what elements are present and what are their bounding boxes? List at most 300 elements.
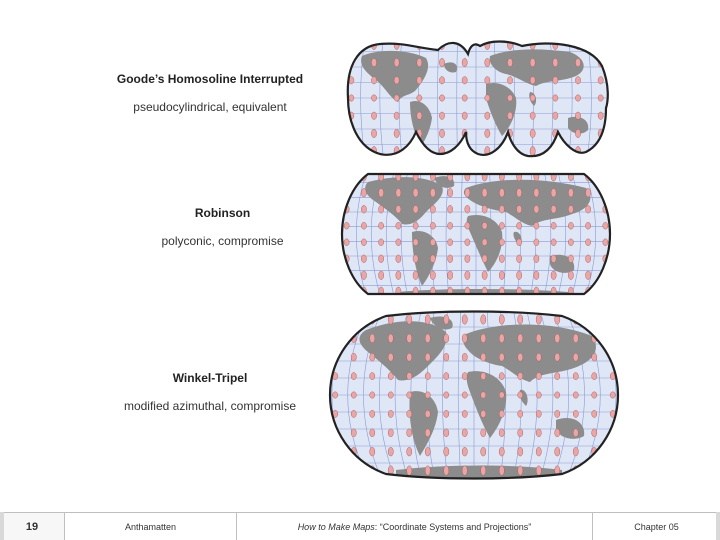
goode-label-block xyxy=(100,72,320,114)
goode-distortion-ellipse xyxy=(371,58,376,66)
winkel-distortion-ellipse xyxy=(444,392,449,398)
robinson-distortion-ellipse xyxy=(499,255,504,263)
robinson-distortion-ellipse xyxy=(517,239,522,246)
robinson-distortion-ellipse xyxy=(465,271,470,280)
robinson-distortion-ellipse xyxy=(499,239,504,246)
robinson-distortion-ellipse xyxy=(534,239,539,246)
winkel-distortion-ellipse xyxy=(518,315,523,325)
goode-distortion-ellipse xyxy=(507,58,512,66)
robinson-distortion-ellipse xyxy=(586,205,591,213)
winkel-distortion-ellipse xyxy=(610,315,615,325)
robinson-distortion-ellipse xyxy=(586,188,591,197)
robinson-distortion-ellipse xyxy=(465,188,470,197)
goode-distortion-ellipse xyxy=(485,95,490,101)
winkel-distortion-ellipse xyxy=(444,315,449,325)
winkel-distortion-ellipse xyxy=(481,373,486,380)
goode-distortion-ellipse xyxy=(417,58,422,66)
winkel-distortion-ellipse xyxy=(388,334,393,343)
robinson-distortion-ellipse xyxy=(361,239,366,246)
winkel-distortion-ellipse xyxy=(407,429,412,437)
robinson-distortion-ellipse xyxy=(430,205,435,213)
winkel-distortion-ellipse xyxy=(499,447,504,456)
winkel-distortion-ellipse xyxy=(481,334,486,343)
winkel-label-block xyxy=(100,371,320,413)
robinson-distortion-ellipse xyxy=(413,188,418,197)
robinson-distortion-ellipse xyxy=(551,222,556,229)
winkel-distortion-ellipse xyxy=(407,315,412,325)
robinson-distortion-ellipse xyxy=(396,271,401,280)
robinson-distortion-ellipse xyxy=(430,255,435,263)
robinson-projection-description: polyconic, compromise xyxy=(161,234,284,248)
robinson-distortion-ellipse xyxy=(482,271,487,280)
goode-distortion-ellipse xyxy=(371,129,376,137)
robinson-distortion-ellipse xyxy=(499,222,504,229)
winkel-distortion-ellipse xyxy=(351,466,356,476)
goode-distortion-ellipse xyxy=(507,146,512,155)
winkel-distortion-ellipse xyxy=(407,334,412,343)
goode-distortion-ellipse xyxy=(507,112,512,119)
winkel-distortion-ellipse xyxy=(351,429,356,437)
robinson-distortion-ellipse xyxy=(568,205,573,213)
robinson-distortion-ellipse xyxy=(482,239,487,246)
robinson-distortion-ellipse xyxy=(534,188,539,197)
winkel-distortion-ellipse xyxy=(370,373,375,380)
slide-number: 19 xyxy=(0,512,64,540)
winkel-distortion-ellipse xyxy=(370,429,375,437)
winkel-distortion-ellipse xyxy=(444,447,449,456)
robinson-distortion-ellipse xyxy=(448,205,453,213)
winkel-projection-description: modified azimuthal, compromise xyxy=(123,399,297,413)
winkel-distortion-ellipse xyxy=(499,466,504,476)
goode-homolosine-map xyxy=(340,36,612,160)
winkel-distortion-ellipse xyxy=(573,410,578,417)
goode-distortion-ellipse xyxy=(530,146,535,155)
winkel-distortion-ellipse xyxy=(518,392,523,398)
goode-distortion-ellipse xyxy=(439,95,444,101)
goode-distortion-ellipse xyxy=(417,95,422,101)
robinson-distortion-ellipse xyxy=(465,222,470,229)
robinson-distortion-ellipse xyxy=(344,287,349,297)
robinson-distortion-ellipse xyxy=(361,222,366,229)
goode-distortion-ellipse xyxy=(485,58,490,66)
winkel-distortion-ellipse xyxy=(481,315,486,325)
winkel-distortion-ellipse xyxy=(388,410,393,417)
goode-distortion-ellipse xyxy=(553,77,558,84)
robinson-distortion-ellipse xyxy=(568,222,573,229)
robinson-distortion-ellipse xyxy=(448,239,453,246)
goode-distortion-ellipse xyxy=(417,77,422,84)
winkel-distortion-ellipse xyxy=(444,466,449,476)
winkel-distortion-ellipse xyxy=(388,447,393,456)
winkel-distortion-ellipse xyxy=(333,334,338,343)
robinson-distortion-ellipse xyxy=(465,205,470,213)
robinson-distortion-ellipse xyxy=(482,188,487,197)
winkel-distortion-ellipse xyxy=(499,429,504,437)
robinson-distortion-ellipse xyxy=(396,205,401,213)
goode-distortion-ellipse xyxy=(462,77,467,84)
winkel-distortion-ellipse xyxy=(388,429,393,437)
winkel-distortion-ellipse xyxy=(407,353,412,361)
winkel-distortion-ellipse xyxy=(351,353,356,361)
robinson-distortion-ellipse xyxy=(448,271,453,280)
winkel-distortion-ellipse xyxy=(351,315,356,325)
winkel-distortion-ellipse xyxy=(536,353,541,361)
footer-title xyxy=(236,512,592,540)
goode-distortion-ellipse xyxy=(553,146,558,155)
winkel-projection-name: Winkel-Tripel xyxy=(172,371,248,385)
winkel-distortion-ellipse xyxy=(462,353,467,361)
winkel-distortion-ellipse xyxy=(481,447,486,456)
winkel-distortion-ellipse xyxy=(333,447,338,456)
winkel-tripel-map xyxy=(326,310,622,480)
winkel-distortion-ellipse xyxy=(555,334,560,343)
robinson-distortion-ellipse xyxy=(534,222,539,229)
robinson-distortion-ellipse xyxy=(603,271,608,280)
winkel-distortion-ellipse xyxy=(610,447,615,456)
robinson-distortion-ellipse xyxy=(603,239,608,246)
winkel-distortion-ellipse xyxy=(573,429,578,437)
robinson-distortion-ellipse xyxy=(517,188,522,197)
winkel-distortion-ellipse xyxy=(518,373,523,380)
winkel-distortion-ellipse xyxy=(592,429,597,437)
footer-chapter: Chapter 05 xyxy=(592,512,720,540)
winkel-distortion-ellipse xyxy=(333,466,338,476)
robinson-distortion-ellipse xyxy=(430,239,435,246)
robinson-distortion-ellipse xyxy=(465,255,470,263)
winkel-distortion-ellipse xyxy=(481,466,486,476)
robinson-distortion-ellipse xyxy=(413,255,418,263)
winkel-distortion-ellipse xyxy=(610,334,615,343)
robinson-distortion-ellipse xyxy=(379,255,384,263)
winkel-distortion-ellipse xyxy=(351,373,356,380)
robinson-distortion-ellipse xyxy=(568,239,573,246)
winkel-distortion-ellipse xyxy=(536,410,541,417)
winkel-distortion-ellipse xyxy=(592,466,597,476)
winkel-distortion-ellipse xyxy=(518,353,523,361)
goode-distortion-ellipse xyxy=(417,112,422,119)
robinson-distortion-ellipse xyxy=(379,205,384,213)
goode-distortion-ellipse xyxy=(371,95,376,101)
winkel-distortion-ellipse xyxy=(425,429,430,437)
goode-distortion-ellipse xyxy=(349,129,354,137)
winkel-distortion-ellipse xyxy=(481,353,486,361)
winkel-distortion-ellipse xyxy=(573,334,578,343)
robinson-distortion-ellipse xyxy=(517,205,522,213)
winkel-distortion-ellipse xyxy=(481,392,486,398)
robinson-distortion-ellipse xyxy=(551,271,556,280)
winkel-distortion-ellipse xyxy=(351,410,356,417)
winkel-distortion-ellipse xyxy=(444,353,449,361)
robinson-distortion-ellipse xyxy=(603,171,608,181)
winkel-distortion-ellipse xyxy=(462,429,467,437)
winkel-distortion-ellipse xyxy=(499,315,504,325)
goode-distortion-ellipse xyxy=(462,58,467,66)
winkel-distortion-ellipse xyxy=(499,392,504,398)
winkel-distortion-ellipse xyxy=(462,410,467,417)
robinson-label-block xyxy=(120,206,325,248)
winkel-distortion-ellipse xyxy=(592,373,597,380)
winkel-distortion-ellipse xyxy=(592,315,597,325)
winkel-distortion-ellipse xyxy=(444,373,449,380)
robinson-projection-name: Robinson xyxy=(194,206,251,220)
goode-distortion-ellipse xyxy=(598,40,603,49)
robinson-distortion-ellipse xyxy=(413,239,418,246)
winkel-distortion-ellipse xyxy=(573,373,578,380)
winkel-distortion-ellipse xyxy=(573,392,578,398)
goode-distortion-ellipse xyxy=(371,77,376,84)
robinson-distortion-ellipse xyxy=(344,171,349,181)
winkel-distortion-ellipse xyxy=(462,315,467,325)
footer-book-title: How to Make Maps xyxy=(297,521,375,532)
winkel-distortion-ellipse xyxy=(425,334,430,343)
robinson-distortion-ellipse xyxy=(430,188,435,197)
robinson-distortion-ellipse xyxy=(430,222,435,229)
robinson-distortion-ellipse xyxy=(568,188,573,197)
robinson-distortion-ellipse xyxy=(586,255,591,263)
robinson-distortion-ellipse xyxy=(448,188,453,197)
goode-distortion-ellipse xyxy=(349,40,354,49)
winkel-distortion-ellipse xyxy=(536,447,541,456)
robinson-distortion-ellipse xyxy=(534,205,539,213)
robinson-distortion-ellipse xyxy=(448,222,453,229)
winkel-distortion-ellipse xyxy=(407,392,412,398)
robinson-distortion-ellipse xyxy=(344,271,349,280)
robinson-distortion-ellipse xyxy=(413,222,418,229)
goode-distortion-ellipse xyxy=(462,95,467,101)
winkel-distortion-ellipse xyxy=(573,447,578,456)
robinson-distortion-ellipse xyxy=(499,271,504,280)
robinson-distortion-ellipse xyxy=(413,205,418,213)
winkel-distortion-ellipse xyxy=(388,392,393,398)
robinson-distortion-ellipse xyxy=(603,188,608,197)
goode-distortion-ellipse xyxy=(575,112,580,119)
goode-distortion-ellipse xyxy=(485,129,490,137)
winkel-distortion-ellipse xyxy=(425,466,430,476)
winkel-distortion-ellipse xyxy=(592,353,597,361)
robinson-distortion-ellipse xyxy=(534,271,539,280)
robinson-distortion-ellipse xyxy=(482,205,487,213)
winkel-distortion-ellipse xyxy=(462,447,467,456)
winkel-distortion-ellipse xyxy=(444,334,449,343)
robinson-distortion-ellipse xyxy=(379,271,384,280)
winkel-distortion-ellipse xyxy=(462,392,467,398)
robinson-distortion-ellipse xyxy=(551,239,556,246)
winkel-distortion-ellipse xyxy=(462,466,467,476)
winkel-distortion-ellipse xyxy=(370,410,375,417)
goode-distortion-ellipse xyxy=(394,112,399,119)
goode-distortion-ellipse xyxy=(439,112,444,119)
goode-distortion-ellipse xyxy=(439,129,444,137)
robinson-distortion-ellipse xyxy=(430,271,435,280)
goode-distortion-ellipse xyxy=(394,58,399,66)
winkel-distortion-ellipse xyxy=(518,447,523,456)
winkel-distortion-ellipse xyxy=(444,410,449,417)
winkel-distortion-ellipse xyxy=(351,392,356,398)
winkel-distortion-ellipse xyxy=(555,373,560,380)
robinson-distortion-ellipse xyxy=(534,255,539,263)
goode-distortion-ellipse xyxy=(598,112,603,119)
robinson-distortion-ellipse xyxy=(361,205,366,213)
robinson-distortion-ellipse xyxy=(551,188,556,197)
goode-distortion-ellipse xyxy=(530,77,535,84)
slide-footer xyxy=(0,512,720,540)
winkel-distortion-ellipse xyxy=(425,392,430,398)
winkel-distortion-ellipse xyxy=(370,353,375,361)
winkel-distortion-ellipse xyxy=(555,429,560,437)
robinson-distortion-ellipse xyxy=(379,188,384,197)
robinson-distortion-ellipse xyxy=(396,222,401,229)
footer-left-accent xyxy=(0,512,4,540)
winkel-distortion-ellipse xyxy=(536,315,541,325)
winkel-distortion-ellipse xyxy=(388,373,393,380)
winkel-distortion-ellipse xyxy=(536,334,541,343)
robinson-distortion-ellipse xyxy=(586,239,591,246)
goode-distortion-ellipse xyxy=(462,112,467,119)
robinson-distortion-ellipse xyxy=(517,271,522,280)
winkel-distortion-ellipse xyxy=(370,447,375,456)
winkel-distortion-ellipse xyxy=(518,429,523,437)
winkel-distortion-ellipse xyxy=(407,466,412,476)
robinson-distortion-ellipse xyxy=(586,222,591,229)
goode-distortion-ellipse xyxy=(507,77,512,84)
winkel-distortion-ellipse xyxy=(407,373,412,380)
robinson-distortion-ellipse xyxy=(344,239,349,246)
winkel-distortion-ellipse xyxy=(610,392,615,398)
goode-distortion-ellipse xyxy=(439,58,444,66)
winkel-distortion-ellipse xyxy=(425,353,430,361)
goode-distortion-ellipse xyxy=(553,58,558,66)
goode-distortion-ellipse xyxy=(598,146,603,155)
winkel-distortion-ellipse xyxy=(481,429,486,437)
robinson-distortion-ellipse xyxy=(603,222,608,229)
robinson-distortion-ellipse xyxy=(361,255,366,263)
robinson-distortion-ellipse xyxy=(448,255,453,263)
goode-distortion-ellipse xyxy=(394,95,399,101)
goode-projection-name: Goode’s Homosoline Interrupted xyxy=(116,72,304,86)
winkel-distortion-ellipse xyxy=(499,334,504,343)
winkel-distortion-ellipse xyxy=(425,315,430,325)
robinson-distortion-ellipse xyxy=(482,222,487,229)
robinson-distortion-ellipse xyxy=(465,239,470,246)
robinson-distortion-ellipse xyxy=(344,188,349,197)
winkel-distortion-ellipse xyxy=(462,334,467,343)
goode-distortion-ellipse xyxy=(485,112,490,119)
goode-distortion-ellipse xyxy=(485,77,490,84)
winkel-distortion-ellipse xyxy=(407,447,412,456)
winkel-distortion-ellipse xyxy=(555,447,560,456)
footer-right-accent xyxy=(716,512,720,540)
goode-distortion-ellipse xyxy=(530,129,535,137)
robinson-distortion-ellipse xyxy=(379,222,384,229)
winkel-distortion-ellipse xyxy=(592,410,597,417)
winkel-distortion-ellipse xyxy=(518,410,523,417)
winkel-distortion-ellipse xyxy=(388,353,393,361)
winkel-distortion-ellipse xyxy=(518,334,523,343)
winkel-distortion-ellipse xyxy=(536,373,541,380)
goode-distortion-ellipse xyxy=(349,146,354,155)
goode-distortion-ellipse xyxy=(553,112,558,119)
goode-distortion-ellipse xyxy=(349,95,354,101)
goode-distortion-ellipse xyxy=(575,129,580,137)
winkel-distortion-ellipse xyxy=(499,373,504,380)
goode-distortion-ellipse xyxy=(439,77,444,84)
robinson-distortion-ellipse xyxy=(396,255,401,263)
robinson-distortion-ellipse xyxy=(396,239,401,246)
winkel-distortion-ellipse xyxy=(425,410,430,417)
winkel-distortion-ellipse xyxy=(444,429,449,437)
robinson-distortion-ellipse xyxy=(517,222,522,229)
winkel-distortion-ellipse xyxy=(370,392,375,398)
robinson-map xyxy=(338,168,614,300)
goode-distortion-ellipse xyxy=(553,95,558,101)
winkel-distortion-ellipse xyxy=(425,373,430,380)
winkel-distortion-ellipse xyxy=(481,410,486,417)
robinson-distortion-ellipse xyxy=(517,255,522,263)
goode-distortion-ellipse xyxy=(598,95,603,101)
goode-distortion-ellipse xyxy=(575,58,580,66)
robinson-distortion-ellipse xyxy=(413,271,418,280)
goode-distortion-ellipse xyxy=(417,146,422,155)
robinson-distortion-ellipse xyxy=(361,271,366,280)
robinson-distortion-ellipse xyxy=(586,271,591,280)
goode-distortion-ellipse xyxy=(575,77,580,84)
winkel-distortion-ellipse xyxy=(536,429,541,437)
winkel-distortion-ellipse xyxy=(536,466,541,476)
robinson-distortion-ellipse xyxy=(482,255,487,263)
winkel-distortion-ellipse xyxy=(610,466,615,476)
robinson-distortion-ellipse xyxy=(551,255,556,263)
robinson-distortion-ellipse xyxy=(379,239,384,246)
footer-chapter-title: : “Coordinate Systems and Projections” xyxy=(374,521,532,532)
robinson-distortion-ellipse xyxy=(361,188,366,197)
goode-distortion-ellipse xyxy=(394,129,399,137)
robinson-distortion-ellipse xyxy=(344,222,349,229)
winkel-distortion-ellipse xyxy=(555,353,560,361)
winkel-distortion-ellipse xyxy=(370,334,375,343)
goode-distortion-ellipse xyxy=(507,95,512,101)
goode-distortion-ellipse xyxy=(575,95,580,101)
winkel-distortion-ellipse xyxy=(333,315,338,325)
goode-distortion-ellipse xyxy=(530,112,535,119)
winkel-distortion-ellipse xyxy=(555,392,560,398)
robinson-distortion-ellipse xyxy=(499,205,504,213)
winkel-distortion-ellipse xyxy=(462,373,467,380)
winkel-distortion-ellipse xyxy=(499,353,504,361)
winkel-distortion-ellipse xyxy=(499,410,504,417)
winkel-distortion-ellipse xyxy=(518,466,523,476)
robinson-distortion-ellipse xyxy=(568,271,573,280)
footer-author: Anthamatten xyxy=(64,512,236,540)
goode-distortion-ellipse xyxy=(530,58,535,66)
winkel-distortion-ellipse xyxy=(407,410,412,417)
robinson-distortion-ellipse xyxy=(568,255,573,263)
goode-distortion-ellipse xyxy=(598,77,603,84)
robinson-distortion-ellipse xyxy=(396,188,401,197)
goode-projection-description: pseudocylindrical, equivalent xyxy=(133,100,287,114)
winkel-distortion-ellipse xyxy=(333,392,338,398)
robinson-distortion-ellipse xyxy=(499,188,504,197)
winkel-distortion-ellipse xyxy=(425,447,430,456)
winkel-distortion-ellipse xyxy=(592,392,597,398)
goode-distortion-ellipse xyxy=(462,146,467,155)
winkel-distortion-ellipse xyxy=(573,353,578,361)
robinson-distortion-ellipse xyxy=(551,205,556,213)
goode-distortion-ellipse xyxy=(530,95,535,101)
robinson-distortion-ellipse xyxy=(603,287,608,297)
goode-distortion-ellipse xyxy=(371,112,376,119)
winkel-distortion-ellipse xyxy=(536,392,541,398)
winkel-distortion-ellipse xyxy=(555,410,560,417)
